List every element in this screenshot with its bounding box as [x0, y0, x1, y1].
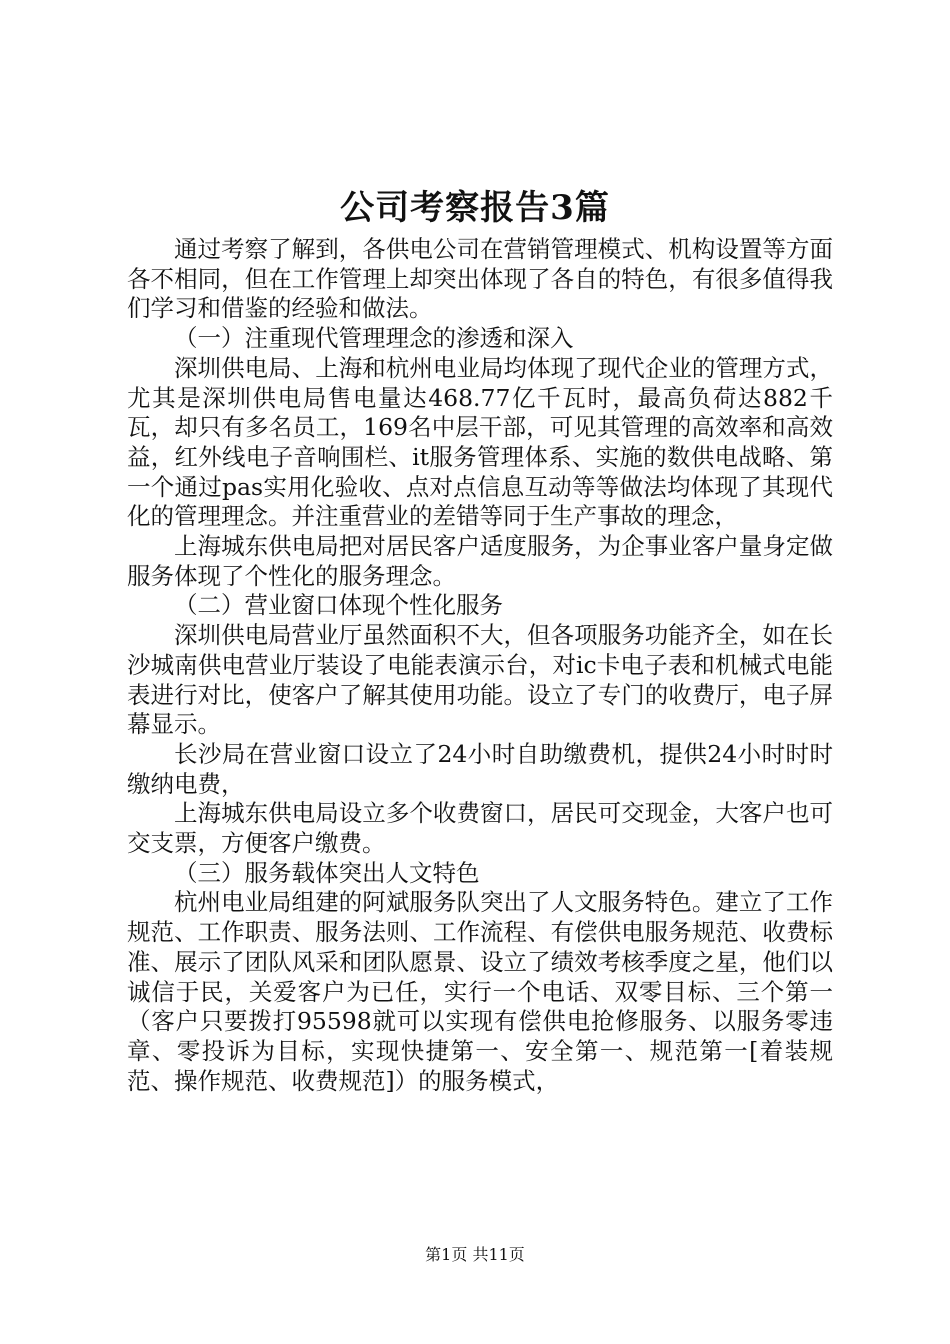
paragraph-hangzhou-team: 杭州电业局组建的阿斌服务队突出了人文服务特色。建立了工作规范、工作职责、服务法则、工作流程、有偿供电服务规范、收费标准、展示了团队风采和团队愿景、设立了绩效考核季度之星，他们以诚信于民，关爱客户为已任，实行一个电话、双零目标、三个第一（客户只要拨打95598就可以实现有偿供电抢修服务、以服务零违章、零投诉为目标，实现快捷第一、安全第一、规范第一[着装规范、操作规范、收费规范]）的服务模式， [127, 888, 833, 1095]
document-title: 公司考察报告3篇 [340, 188, 610, 228]
paragraph-intro: 通过考察了解到，各供电公司在营销管理模式、机构设置等方面各不相同，但在工作管理上却突出体现了各自的特色，有很多值得我们学习和借鉴的经验和做法。 [127, 235, 833, 323]
paragraph-shanghai-window: 上海城东供电局设立多个收费窗口，居民可交现金，大客户也可交支票，方便客户缴费。 [127, 799, 833, 858]
document-body [127, 235, 833, 1096]
paragraph-changsha-window: 长沙局在营业窗口设立了24小时自助缴费机，提供24小时时时缴纳电费， [127, 739, 833, 798]
paragraph-shenzhen-hall: 深圳供电局营业厅虽然面积不大，但各项服务功能齐全，如在长沙城南供电营业厅装设了电能表演示台，对ic卡电子表和机械式电能表进行对比，使客户了解其使用功能。设立了专门的收费厅，电子屏幕显示。 [127, 621, 833, 739]
section-heading-2: （二）营业窗口体现个性化服务 [174, 591, 503, 620]
paragraph-shanghai-service: 上海城东供电局把对居民客户适度服务，为企事业客户量身定做服务体现了个性化的服务理念。 [127, 532, 833, 590]
section-heading-1: （一）注重现代管理理念的渗透和深入 [174, 324, 574, 353]
page-footer: 第1页 共11页 [425, 1245, 525, 1264]
paragraph-shenzhen-management: 深圳供电局、上海和杭州电业局均体现了现代企业的管理方式，尤其是深圳供电局售电量达468.77亿千瓦时，最高负荷达882千瓦，却只有多名员工，169名中层干部，可见其管理的高效率和高效益，红外线电子音响围栏、it服务管理体系、实施的数供电战略、第一个通过pas实用化验收、点对点信息互动等等做法均体现了其现代化的管理理念。并注重营业的差错等同于生产事故的理念， [127, 353, 833, 531]
section-heading-3: （三）服务载体突出人文特色 [174, 858, 480, 887]
